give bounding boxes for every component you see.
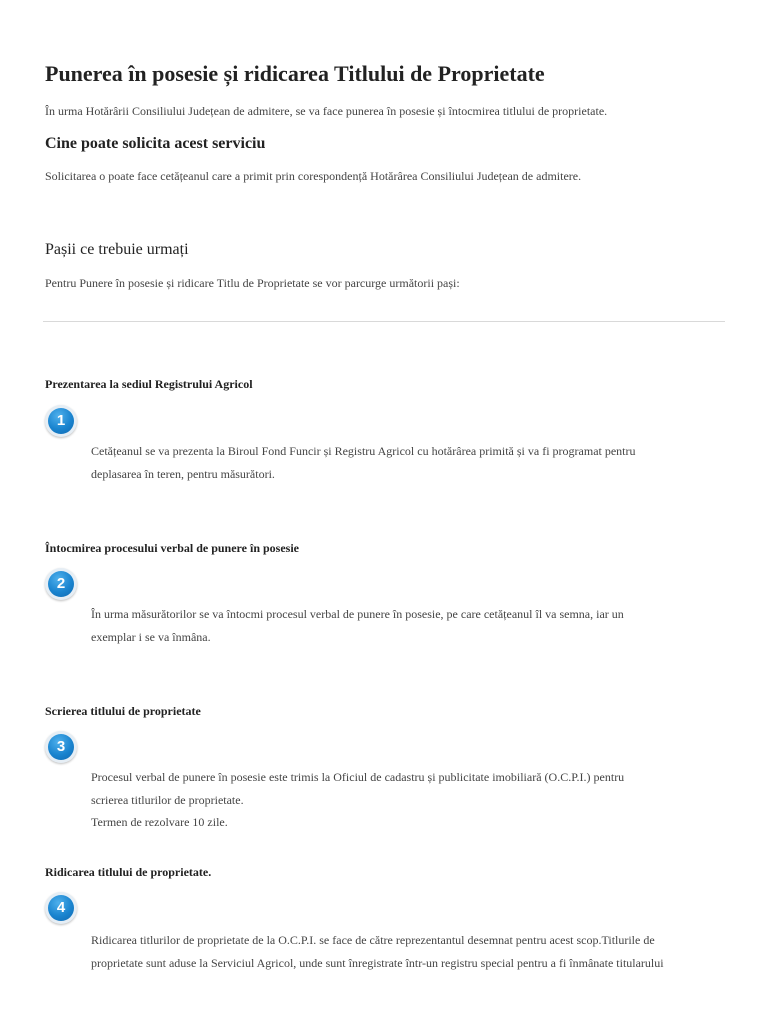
who-heading: Cine poate solicita acest serviciu	[45, 135, 266, 152]
step-4-badge	[45, 892, 77, 924]
step-3-line-3: Termen de rezolvare 10 zile.	[91, 815, 228, 829]
step-4-description	[91, 929, 731, 974]
step-number-1-icon: 1	[48, 408, 74, 434]
step-1-badge	[45, 405, 77, 437]
step-3-line-2: scrierea titlurilor de proprietate.	[91, 792, 244, 807]
step-number-2-icon: 2	[48, 571, 74, 597]
step-4-line-1: Ridicarea titlurilor de proprietate de la O.C.P.I. se face de către reprezentantul desemnat pentru acest scop.Titlurile de	[91, 933, 655, 947]
steps-intro-text: Pentru Punere în posesie și ridicare Titlu de Proprietate se vor parcurge următorii pași:	[45, 276, 460, 290]
step-4-title: Ridicarea titlului de proprietate.	[45, 865, 212, 879]
steps-heading: Pașii ce trebuie urmați	[45, 241, 189, 258]
step-number-3-icon: 3	[48, 734, 74, 760]
step-3-description	[91, 766, 731, 834]
step-1-title: Prezentarea la sediul Registrului Agricol	[45, 377, 253, 391]
step-2-line-2: exemplar i se va înmâna.	[91, 629, 211, 644]
page-title: Punerea în posesie și ridicarea Titlului de Proprietate	[45, 61, 545, 86]
step-4-line-2: proprietate sunt aduse la Serviciul Agricol, unde sunt înregistrate într-un registru special pentru a fi înmânate titularului	[91, 955, 664, 970]
step-1-line-1: Cetățeanul se va prezenta la Biroul Fond Funcir și Registru Agricol cu hotărârea primită și va fi programat pentru	[91, 444, 636, 458]
step-2-badge	[45, 568, 77, 600]
section-divider	[43, 321, 725, 322]
who-text: Solicitarea o poate face cetățeanul care a primit prin corespondență Hotărârea Consiliului Județean de admitere.	[45, 169, 582, 183]
step-1-line-2: deplasarea în teren, pentru măsurători.	[91, 466, 275, 481]
step-1-description	[91, 440, 731, 485]
step-2-line-1: În urma măsurătorilor se va întocmi procesul verbal de punere în posesie, pe care cetățeanul îl va semna, iar un	[91, 607, 624, 621]
step-3-title: Scrierea titlului de proprietate	[45, 704, 201, 718]
step-number-4-icon: 4	[48, 895, 74, 921]
intro-text: În urma Hotărârii Consiliului Județean de admitere, se va face punerea în posesie și întocmirea titlului de proprietate.	[45, 104, 608, 118]
step-2-title: Întocmirea procesului verbal de punere în posesie	[45, 541, 300, 555]
step-3-badge	[45, 731, 77, 763]
step-3-line-1: Procesul verbal de punere în posesie este trimis la Oficiul de cadastru și publicitate imobiliară (O.C.P.I.) pentru	[91, 770, 625, 784]
step-2-description	[91, 603, 731, 648]
